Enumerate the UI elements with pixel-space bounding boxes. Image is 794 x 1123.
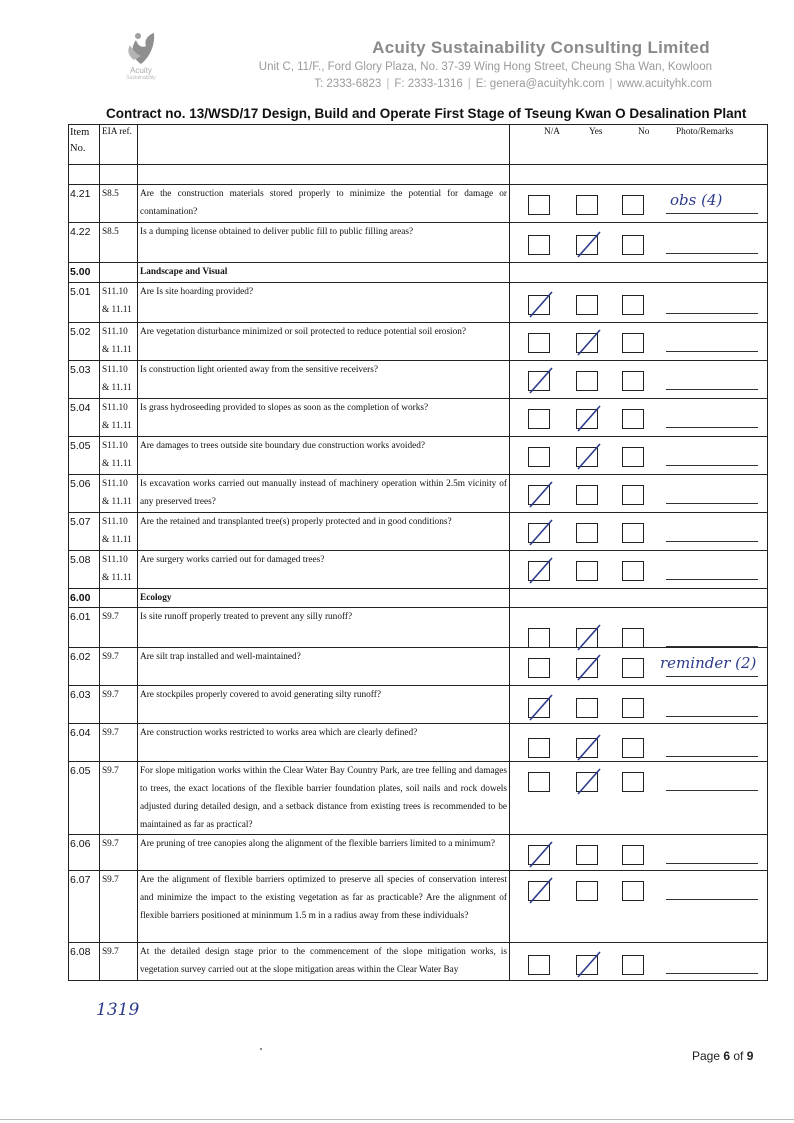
no-checkbox[interactable] xyxy=(622,195,644,215)
eia-ref: S8.5 xyxy=(100,185,138,223)
checklist-row xyxy=(69,551,768,589)
no-checkbox[interactable] xyxy=(622,561,644,581)
question-text: For slope mitigation works within the Clear Water Bay Country Park, are tree felling and damages to trees, the exact locations of the flexible barrier foundation plates, soil nails and rock dowels adjusted during detailed design, and a setback distance from existing trees is recommended to be maintained as far as practical? xyxy=(138,762,510,835)
remarks-line[interactable] xyxy=(666,716,758,717)
yes-checkbox[interactable] xyxy=(576,447,598,467)
question-header xyxy=(138,125,510,165)
na-checkbox[interactable] xyxy=(528,698,550,718)
answer-cell xyxy=(510,361,768,399)
answer-cell xyxy=(510,943,768,981)
no-checkbox[interactable] xyxy=(622,447,644,467)
na-checkbox[interactable] xyxy=(528,333,550,353)
answer-cell xyxy=(510,762,768,835)
eia-ref: S9.7 xyxy=(100,686,138,724)
no-checkbox[interactable] xyxy=(622,333,644,353)
section-row xyxy=(69,589,768,608)
tel: T: 2333-6823 xyxy=(314,78,382,90)
question-text: Are the alignment of flexible barriers optimized to preserve all species of conservation interest and minimize the impact to the existing vegetation as far as practicable? Are the alignment of flexible barriers positioned at mininmum 1.5 m in a radius away from these individuals? xyxy=(138,871,510,943)
na-checkbox[interactable] xyxy=(528,628,550,648)
yes-checkbox[interactable] xyxy=(576,845,598,865)
na-checkbox[interactable] xyxy=(528,845,550,865)
no-checkbox[interactable] xyxy=(622,485,644,505)
yes-checkbox[interactable] xyxy=(576,561,598,581)
checklist-row xyxy=(69,686,768,724)
section-title: Landscape and Visual xyxy=(138,263,510,283)
na-checkbox[interactable] xyxy=(528,523,550,543)
na-header: N/A xyxy=(544,127,561,137)
footer-rule xyxy=(0,1119,794,1120)
eia-ref: S11.10 & 11.11 xyxy=(100,323,138,361)
remarks-line[interactable] xyxy=(666,790,758,791)
no-checkbox[interactable] xyxy=(622,409,644,429)
checklist-row xyxy=(69,323,768,361)
fax: F: 2333-1316 xyxy=(394,78,463,90)
answer-header xyxy=(510,125,768,165)
eia-ref: S11.10 & 11.11 xyxy=(100,513,138,551)
item-number: 5.04 xyxy=(69,399,100,437)
remarks-line[interactable] xyxy=(666,213,758,214)
checklist-row xyxy=(69,283,768,323)
yes-checkbox[interactable] xyxy=(576,955,598,975)
yes-checkbox[interactable] xyxy=(576,485,598,505)
answer-cell xyxy=(510,399,768,437)
question-text: Are the retained and transplanted tree(s) properly protected and in good conditions? xyxy=(138,513,510,551)
eia-ref: S8.5 xyxy=(100,223,138,263)
logo-subtext: Sustainability xyxy=(126,75,156,81)
na-checkbox[interactable] xyxy=(528,447,550,467)
na-checkbox[interactable] xyxy=(528,195,550,215)
question-text: Are the construction materials stored properly to minimize the potential for damage or contamination? xyxy=(138,185,510,223)
question-text: Are damages to trees outside site boundary due construction works avoided? xyxy=(138,437,510,475)
answer-cell xyxy=(510,513,768,551)
item-number: 4.22 xyxy=(69,223,100,263)
item-number: 5.03 xyxy=(69,361,100,399)
answer-cell xyxy=(510,223,768,263)
eia-ref: S9.7 xyxy=(100,871,138,943)
na-checkbox[interactable] xyxy=(528,485,550,505)
handwritten-remark: obs (4) xyxy=(670,191,723,209)
remarks-line[interactable] xyxy=(666,541,758,542)
answer-cell xyxy=(510,263,768,283)
item-number: 5.02 xyxy=(69,323,100,361)
letterhead xyxy=(0,0,794,110)
answer-cell xyxy=(510,589,768,608)
answer-cell xyxy=(510,437,768,475)
na-checkbox[interactable] xyxy=(528,371,550,391)
yes-checkbox[interactable] xyxy=(576,628,598,648)
remarks-line[interactable] xyxy=(666,899,758,900)
item-number: 6.05 xyxy=(69,762,100,835)
question-text: Are Is site hoarding provided? xyxy=(138,283,510,323)
item-number: 6.07 xyxy=(69,871,100,943)
item-number: 5.05 xyxy=(69,437,100,475)
no-checkbox[interactable] xyxy=(622,658,644,678)
logo-text: Acuity xyxy=(130,66,152,75)
answer-cell xyxy=(510,185,768,223)
answer-cell xyxy=(510,871,768,943)
email-link[interactable]: E: genera@acuityhk.com xyxy=(475,78,605,90)
no-checkbox[interactable] xyxy=(622,235,644,255)
yes-checkbox[interactable] xyxy=(576,698,598,718)
na-checkbox[interactable] xyxy=(528,955,550,975)
remarks-line[interactable] xyxy=(666,427,758,428)
no-checkbox[interactable] xyxy=(622,772,644,792)
item-number: 5.01 xyxy=(69,283,100,323)
handwritten-remark: reminder (2) xyxy=(660,654,757,672)
remarks-line[interactable] xyxy=(666,389,758,390)
eia-ref: S11.10 & 11.11 xyxy=(100,283,138,323)
answer-cell xyxy=(510,608,768,648)
remarks-line[interactable] xyxy=(666,351,758,352)
no-header: No xyxy=(638,127,650,137)
contract-title: Contract no. 13/WSD/17 Design, Build and Operate First Stage of Tseung Kwan O Desalination Plant xyxy=(106,106,747,121)
eia-ref: S9.7 xyxy=(100,943,138,981)
question-text: Is construction light oriented away from the sensitive receivers? xyxy=(138,361,510,399)
item-number: 6.01 xyxy=(69,608,100,648)
checklist-row xyxy=(69,724,768,762)
remarks-line[interactable] xyxy=(666,863,758,864)
answer-cell xyxy=(510,475,768,513)
na-checkbox[interactable] xyxy=(528,235,550,255)
answer-cell xyxy=(510,686,768,724)
leaf-logo-icon xyxy=(124,30,158,66)
question-text: At the detailed design stage prior to the commencement of the slope mitigation works, is vegetation survey carried out at the slope mitigation areas within the Clear Water Bay xyxy=(138,943,510,981)
item-number: 6.00 xyxy=(69,589,100,608)
checklist-row xyxy=(69,835,768,871)
remarks-line[interactable] xyxy=(666,579,758,580)
question-text: Is grass hydroseeding provided to slopes as soon as the completion of works? xyxy=(138,399,510,437)
item-number: 6.08 xyxy=(69,943,100,981)
remarks-line[interactable] xyxy=(666,756,758,757)
checklist-row xyxy=(69,513,768,551)
no-checkbox[interactable] xyxy=(622,881,644,901)
checklist-row xyxy=(69,437,768,475)
eia-ref: S9.7 xyxy=(100,762,138,835)
answer-cell xyxy=(510,648,768,686)
yes-checkbox[interactable] xyxy=(576,772,598,792)
handwritten-page-number: 1319 xyxy=(96,1000,140,1020)
answer-cell xyxy=(510,323,768,361)
no-checkbox[interactable] xyxy=(622,955,644,975)
website-link[interactable]: www.acuityhk.com xyxy=(617,78,712,90)
remarks-line[interactable] xyxy=(666,676,758,677)
eia-ref xyxy=(100,263,138,283)
checklist-row xyxy=(69,475,768,513)
question-text: Is site runoff properly treated to prevent any silly runoff? xyxy=(138,608,510,648)
item-number: 5.08 xyxy=(69,551,100,589)
eia-ref: S11.10 & 11.11 xyxy=(100,475,138,513)
section-row xyxy=(69,263,768,283)
question-text: Are vegetation disturbance minimized or soil protected to reduce potential soil erosion? xyxy=(138,323,510,361)
eia-ref: S11.10 & 11.11 xyxy=(100,399,138,437)
item-number: 6.02 xyxy=(69,648,100,686)
yes-checkbox[interactable] xyxy=(576,738,598,758)
checklist-table xyxy=(68,124,768,981)
item-number: 6.06 xyxy=(69,835,100,871)
yes-checkbox[interactable] xyxy=(576,235,598,255)
question-text: Are stockpiles properly covered to avoid generating silty runoff? xyxy=(138,686,510,724)
eia-ref-header: EIA ref. xyxy=(100,125,138,165)
answer-cell xyxy=(510,835,768,871)
question-text: Are pruning of tree canopies along the alignment of the flexible barriers limited to a minimum? xyxy=(138,835,510,871)
na-checkbox[interactable] xyxy=(528,772,550,792)
answer-cell xyxy=(510,283,768,323)
na-checkbox[interactable] xyxy=(528,738,550,758)
eia-ref: S11.10 & 11.11 xyxy=(100,361,138,399)
question-text: Are construction works restricted to works area which are clearly defined? xyxy=(138,724,510,762)
company-address: Unit C, 11/F., Ford Glory Plaza, No. 37-39 Wing Hong Street, Cheung Sha Wan, Kowloon xyxy=(258,61,712,73)
remarks-line[interactable] xyxy=(666,973,758,974)
answer-cell xyxy=(510,551,768,589)
checklist-row xyxy=(69,943,768,981)
item-number: 6.04 xyxy=(69,724,100,762)
checklist-row xyxy=(69,399,768,437)
company-name: Acuity Sustainability Consulting Limited xyxy=(372,38,710,57)
yes-checkbox[interactable] xyxy=(576,409,598,429)
item-number: 5.00 xyxy=(69,263,100,283)
item-number: 4.21 xyxy=(69,185,100,223)
remarks-line[interactable] xyxy=(666,313,758,314)
yes-checkbox[interactable] xyxy=(576,881,598,901)
no-checkbox[interactable] xyxy=(622,371,644,391)
na-checkbox[interactable] xyxy=(528,561,550,581)
yes-checkbox[interactable] xyxy=(576,195,598,215)
no-checkbox[interactable] xyxy=(622,698,644,718)
no-checkbox[interactable] xyxy=(622,845,644,865)
yes-checkbox[interactable] xyxy=(576,371,598,391)
section-title: Ecology xyxy=(138,589,510,608)
yes-checkbox[interactable] xyxy=(576,658,598,678)
checklist-row xyxy=(69,223,768,263)
eia-ref: S11.10 & 11.11 xyxy=(100,437,138,475)
na-checkbox[interactable] xyxy=(528,409,550,429)
eia-ref: S9.7 xyxy=(100,648,138,686)
eia-ref: S11.10 & 11.11 xyxy=(100,551,138,589)
no-checkbox[interactable] xyxy=(622,295,644,315)
question-text: Is excavation works carried out manually instead of machinery operation within 2.5m vicinity of any preserved trees? xyxy=(138,475,510,513)
answer-cell xyxy=(510,724,768,762)
spacer-row xyxy=(69,165,768,185)
na-checkbox[interactable] xyxy=(528,881,550,901)
checklist-row xyxy=(69,648,768,686)
yes-checkbox[interactable] xyxy=(576,523,598,543)
page-number: Page 6 of 9 xyxy=(692,1049,754,1063)
speck xyxy=(260,1048,262,1050)
item-number: 5.07 xyxy=(69,513,100,551)
no-checkbox[interactable] xyxy=(622,738,644,758)
remarks-line[interactable] xyxy=(666,253,758,254)
checklist-row xyxy=(69,608,768,648)
item-number: 6.03 xyxy=(69,686,100,724)
yes-checkbox[interactable] xyxy=(576,333,598,353)
company-contact: T: 2333-6823 | F: 2333-1316 | E: genera@acuityhk.com | www.acuityhk.com xyxy=(314,78,712,90)
eia-ref: S9.7 xyxy=(100,608,138,648)
checklist-row xyxy=(69,361,768,399)
eia-ref: S9.7 xyxy=(100,724,138,762)
company-logo xyxy=(106,30,176,100)
remarks-header: Photo/Remarks xyxy=(676,127,734,137)
na-checkbox[interactable] xyxy=(528,295,550,315)
question-text: Is a dumping license obtained to deliver public fill to public filling areas? xyxy=(138,223,510,263)
question-text: Are surgery works carried out for damaged trees? xyxy=(138,551,510,589)
remarks-line[interactable] xyxy=(666,465,758,466)
checklist-row xyxy=(69,871,768,943)
item-no-header: Item No. xyxy=(69,125,100,165)
checklist-row xyxy=(69,185,768,223)
no-checkbox[interactable] xyxy=(622,628,644,648)
yes-header: Yes xyxy=(589,127,603,137)
item-number: 5.06 xyxy=(69,475,100,513)
checklist-row xyxy=(69,762,768,835)
remarks-line[interactable] xyxy=(666,503,758,504)
na-checkbox[interactable] xyxy=(528,658,550,678)
question-text: Are silt trap installed and well-maintained? xyxy=(138,648,510,686)
eia-ref: S9.7 xyxy=(100,835,138,871)
table-header-row xyxy=(69,125,768,165)
eia-ref xyxy=(100,589,138,608)
no-checkbox[interactable] xyxy=(622,523,644,543)
yes-checkbox[interactable] xyxy=(576,295,598,315)
